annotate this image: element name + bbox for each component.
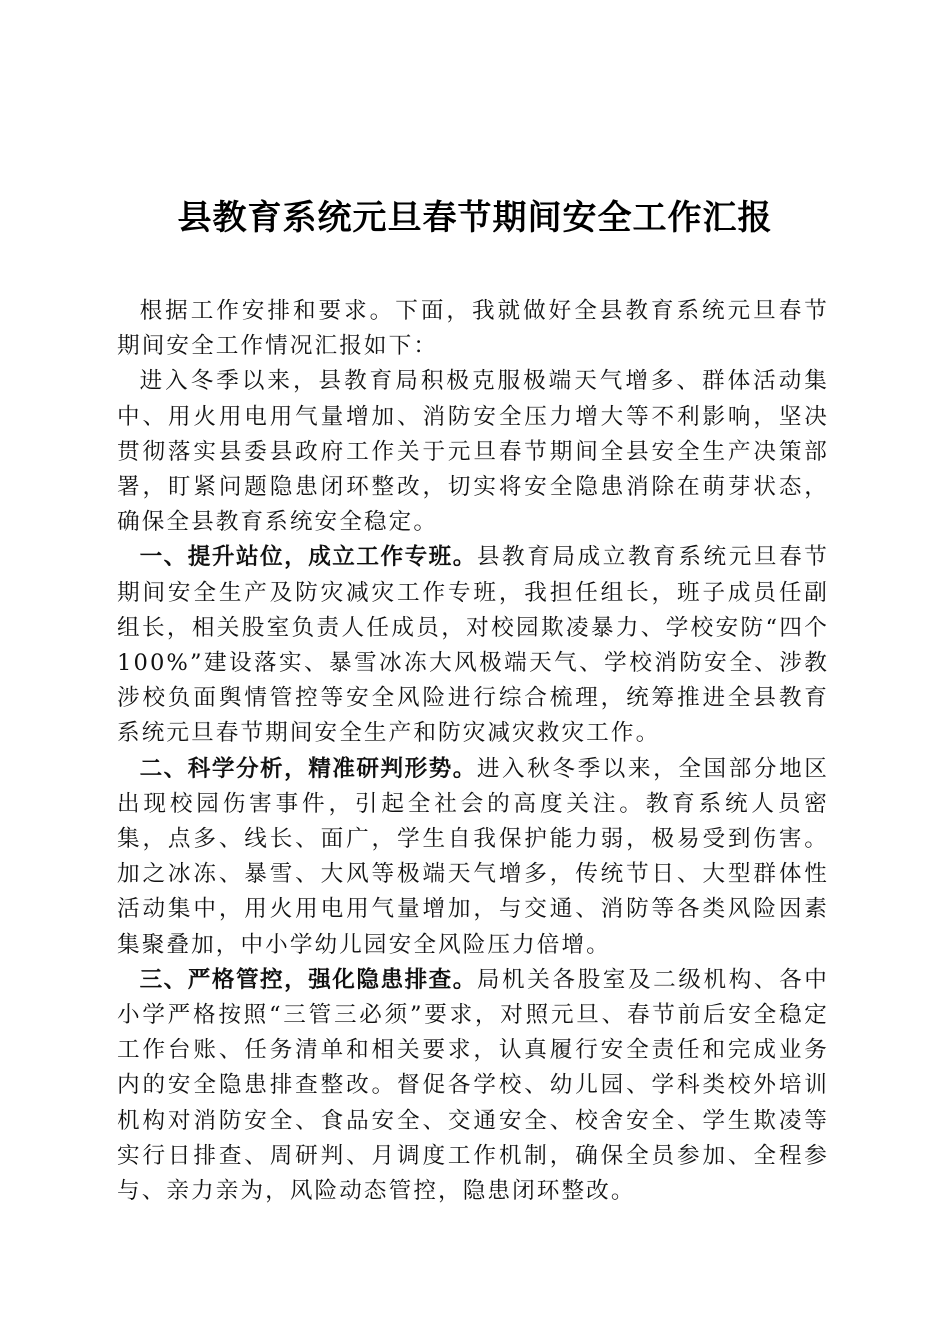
paragraph-text: 局机关各股室及二级机构、各中小学严格按照“三管三必须”要求，对照元旦、春节前后安全稳定工作台账、任务清单和相关要求，认真履行安全责任和完成业务内的安全隐患排查整改。督促各学校、幼儿园、学科类校外培训机构对消防安全、食品安全、交通安全、校舍安全、学生欺凌等实行日排查、周研判、月调度工作机制，确保全员参加、全程参与、亲力亲为，风险动态管控，隐患闭环整改。 [117,966,829,1205]
paragraph-section-3 [117,963,829,1209]
paragraph-text: 根据工作安排和要求。下面，我就做好全县教育系统元旦春节期间安全工作情况汇报如下： [117,298,829,360]
paragraph-text: 进入秋冬季以来，全国部分地区出现校园伤害事件，引起全社会的高度关注。教育系统人员密集，点多、线长、面广，学生自我保护能力弱，极易受到伤害。加之冰冻、暴雪、大风等极端天气增多，传统节日、大型群体性活动集中，用火用电用气量增加，与交通、消防等各类风险因素集聚叠加，中小学幼儿园安全风险压力倍增。 [117,755,829,958]
paragraph-section-2 [117,752,829,963]
paragraph-section-1 [117,540,829,751]
section-heading: 三、严格管控，强化隐患排查。 [139,966,477,993]
paragraph-text: 县教育局成立教育系统元旦春节期间安全生产及防灾减灾工作专班，我担任组长，班子成员任副组长，相关股室负责人任成员，对校园欺凌暴力、学校安防“四个100%”建设落实、暴雪冰冻大风极端天气、学校消防安全、涉教涉校负面舆情管控等安全风险进行综合梳理，统筹推进全县教育系统元旦春节期间安全生产和防灾减灾救灾工作。 [117,544,829,747]
paragraph-text: 进入冬季以来，县教育局积极克服极端天气增多、群体活动集中、用火用电用气量增加、消防安全压力增大等不利影响，坚决贯彻落实县委县政府工作关于元旦春节期间全县安全生产决策部署，盯紧问题隐患闭环整改，切实将安全隐患消除在萌芽状态，确保全县教育系统安全稳定。 [117,368,829,536]
paragraph-intro [117,294,829,364]
section-heading: 二、科学分析，精准研判形势。 [139,755,477,782]
document-body [117,294,829,1209]
section-heading: 一、提升站位，成立工作专班。 [139,544,477,571]
document-title: 县教育系统元旦春节期间安全工作汇报 [177,198,773,238]
paragraph-background [117,364,829,540]
